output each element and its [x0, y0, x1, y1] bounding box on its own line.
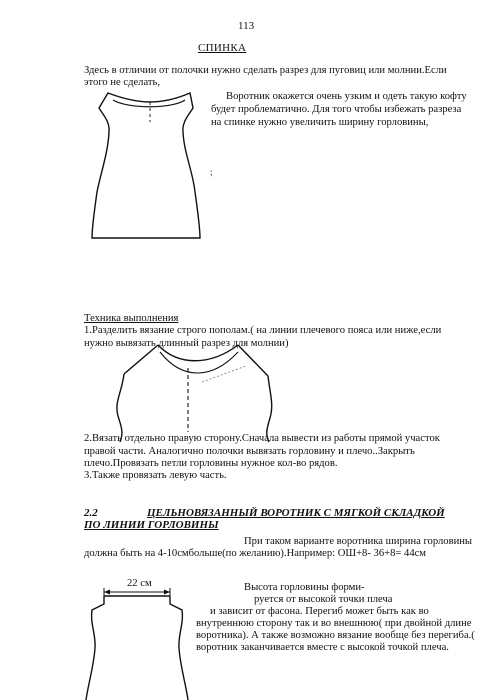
collar-height-line-1: Высота горловины форми- — [244, 582, 365, 593]
step2-line-2: правой части. Аналогично полочки вывязать горловину и плечо..Закрыть — [84, 446, 415, 457]
step2-line-1: 2.Вязать отдельно правую сторону.Сначала вывести из работы прямой участок — [84, 433, 440, 444]
collar-height-line-6: воротник заканчивается вместе с высокой точкой плеча. — [196, 642, 449, 653]
page-number: 113 — [238, 20, 255, 32]
collar-height-line-4: внутреннюю сторону так и во внешнюю( при двойной длине — [196, 618, 472, 629]
side-text-line-2: будет проблематично. Для того чтобы избежать разреза — [211, 104, 462, 115]
side-text-line-1: Воротник окажется очень узким и одеть такую кофту — [226, 91, 467, 102]
section-number-2-2: 2.2 — [84, 507, 98, 519]
technique-title: Техника выполнения — [84, 313, 179, 324]
intro-line-1: Здесь в отличии от полочки нужно сделать разрез для пуговиц или молнии.Если — [84, 65, 447, 76]
step3-line: 3.Также провязать левую часть. — [84, 470, 227, 481]
dimension-label-22cm: 22 см — [127, 578, 152, 589]
intro-line-2: этого не сделать, — [84, 77, 160, 88]
collar-width-line-2: должна быть на 4-10смбольше(по желанию).Например: ОШ+8- 36+8= 44см — [84, 548, 427, 559]
collar-piece-outline — [86, 596, 188, 700]
side-text-line-3: на спинке нужно увеличить ширину горловины, — [211, 117, 429, 128]
step1-line-1: 1.Разделить вязание строго пополам.( на линии плечевого пояса или ниже,если — [84, 325, 442, 336]
step2-line-3: плечо.Провязать петли горловины нужное кол-во рядов. — [84, 458, 338, 469]
step1-line-2: нужно вывязать длинный разрез для молнии) — [84, 338, 289, 349]
section-title-line-2: ПО ЛИНИИ ГОРЛОВИНЫ — [84, 519, 219, 531]
section-title-back: СПИНКА — [198, 42, 247, 54]
section-title-line-1: ЦЕЛЬНОВЯЗАННЫЙ ВОРОТНИК С МЯГКОЙ СКЛАДКОЙ — [147, 507, 445, 519]
collar-height-line-2: руется от высокой точки плеча — [254, 594, 393, 605]
collar-height-line-5: воротника). А также возможно вязание вообще без перегиба.( — [196, 630, 475, 641]
collar-width-line-1: При таком варианте воротника ширина горловины — [244, 536, 473, 547]
stray-mark: ; — [210, 167, 213, 177]
collar-height-line-3: и зависит от фасона. Перегиб может быть как во — [210, 606, 429, 617]
